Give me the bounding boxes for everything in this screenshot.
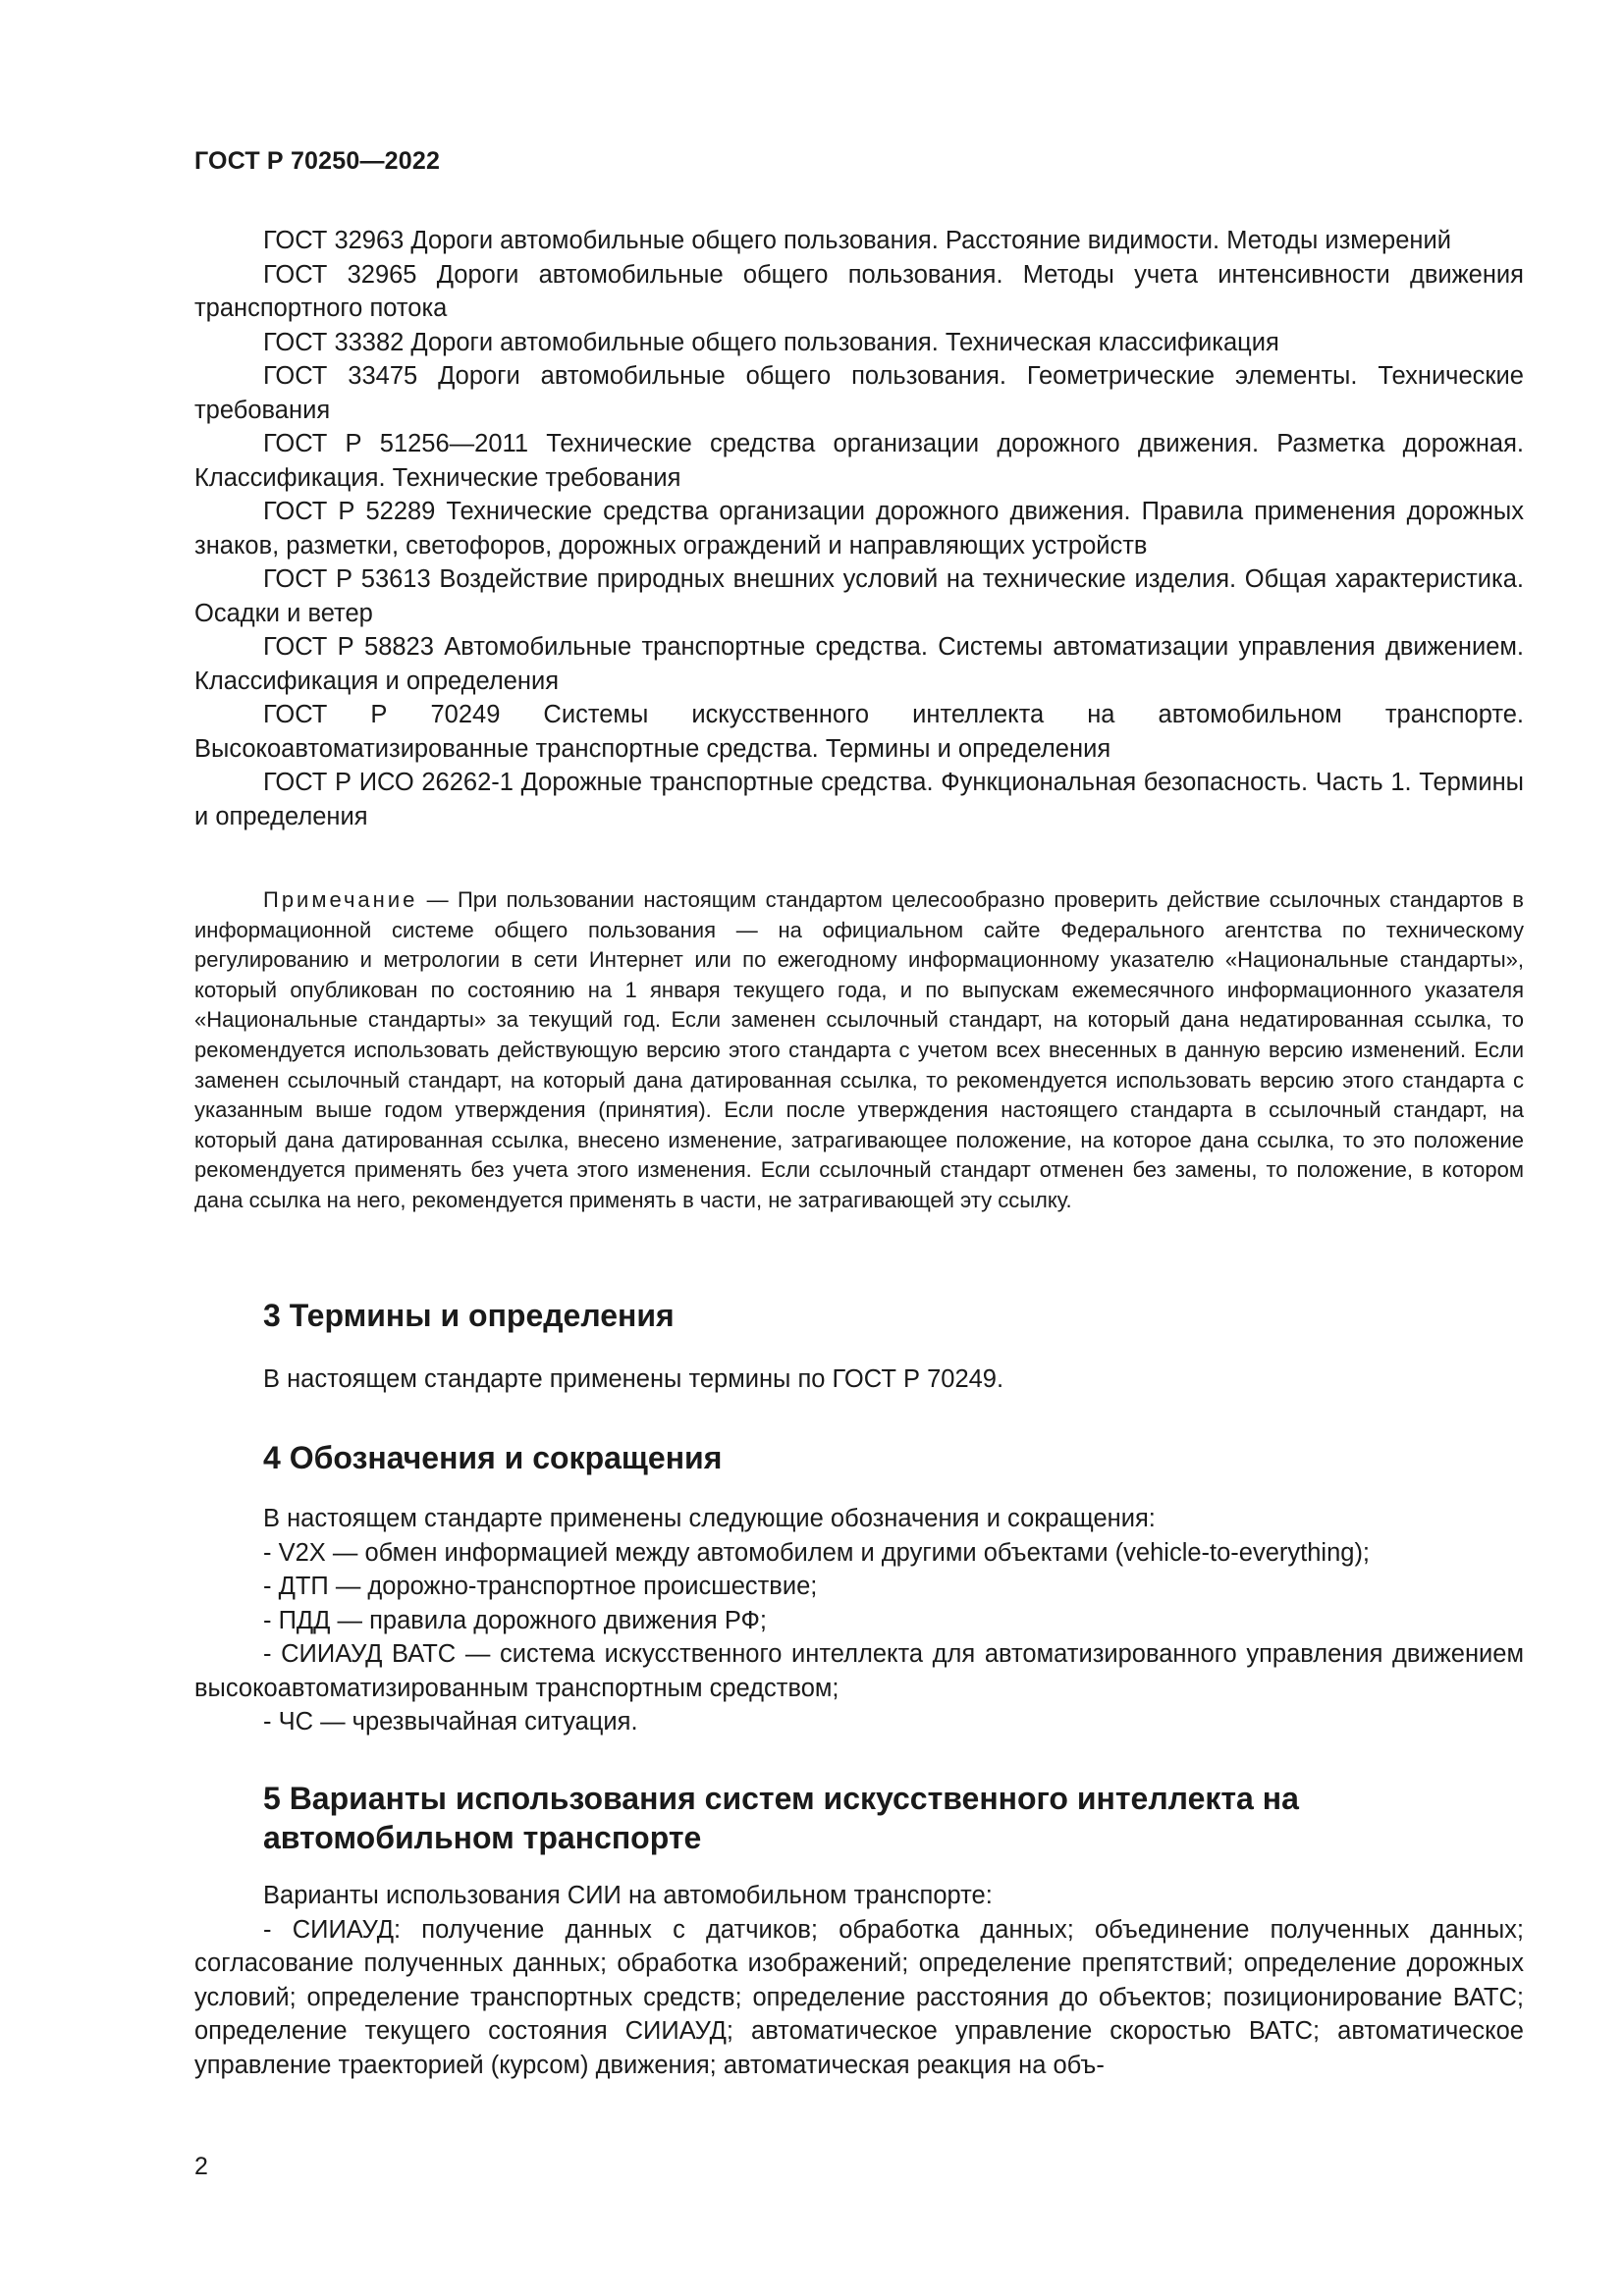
references-note [194,885,1524,1216]
abbreviation-item: - V2X — обмен информацией между автомобилем и другими объектами (vehicle-to-everything); [263,1538,1371,1567]
reference-item: ГОСТ Р 70249 Системы искусственного интеллекта на автомобильном транспорте. Высокоавтоматизированные транспортные средства. Термины и определения [194,701,1524,763]
abbreviation-item: - ЧС — чрезвычайная ситуация. [263,1708,638,1735]
reference-item: ГОСТ 32963 Дороги автомобильные общего пользования. Расстояние видимости. Методы измерений [263,227,1451,254]
normative-references [194,224,1524,833]
section-4-intro: В настоящем стандарте применены следующие обозначения и сокращения: [263,1505,1156,1532]
document-code-header: ГОСТ Р 70250—2022 [194,147,441,175]
reference-item: ГОСТ Р 53613 Воздействие природных внешних условий на технические изделия. Общая характеристика. Осадки и ветер [194,565,1524,627]
note-label: Примечание [263,887,418,912]
section-4-heading: 4 Обозначения и сокращения [263,1440,723,1475]
abbreviation-item: - ДТП — дорожно-транспортное происшествие; [263,1573,818,1600]
section-3-text: В настоящем стандарте применены термины по ГОСТ Р 70249. [263,1365,1004,1393]
note-text: — При пользовании настоящим стандартом целесообразно проверить действие ссылочных стандартов в информационной системе общего пользования — на официальном сайте Федерального агентства по техническому регулированию и метрологии в сети Интернет или по ежегодному информационному указателю «Национальные стандарты», который опубликован по состоянию на 1 января текущего года, и по выпускам ежемесячного информационного указателя «Национальные стандарты» за текущий год. Если заменен ссылочный стандарт, на который дана недатированная ссылка, то рекомендуется использовать действующую версию этого стандарта с учетом всех внесенных в данную версию изменений. Если заменен ссылочный стандарт, на который дана датированная ссылка, то рекомендуется использовать версию этого стандарта с указанным выше годом утверждения (принятия). Если после утверждения настоящего стандарта в ссылочный стандарт, на который дана датированная ссылка, внесено изменение, затрагивающее положение, на которое дана ссылка, то это положение рекомендуется применять без учета этого изменения. Если ссылочный стандарт отменен без замены, то положение, в котором дана ссылка на него, рекомендуется применять в части, не затрагивающей эту ссылку. [194,887,1524,1212]
section-5-list [194,1879,1524,2082]
reference-item: ГОСТ 33475 Дороги автомобильные общего пользования. Геометрические элементы. Технические требования [194,362,1524,424]
reference-item: ГОСТ 32965 Дороги автомобильные общего пользования. Методы учета интенсивности движения транспортного потока [194,260,1524,322]
reference-item: ГОСТ Р 51256—2011 Технические средства организации дорожного движения. Разметка дорожная. Классификация. Технические требования [194,430,1524,492]
section-3-heading: 3 Термины и определения [263,1298,675,1333]
use-case-item: - СИИАУД: получение данных с датчиков; обработка данных; объединение полученных данных; согласование полученных данных; обработка изображений; определение препятствий; определение дорожных условий; определение транспортных средств; определение расстояния до объектов; позиционирование ВАТС; определение текущего состояния СИИАУД; автоматическое управление скоростью ВАТС; автоматическое управление траекторией (курсом) движения; автоматическая реакция на объ- [194,1915,1524,2079]
reference-item: ГОСТ Р 52289 Технические средства организации дорожного движения. Правила применения дорожных знаков, разметки, светофоров, дорожных ограждений и направляющих устройств [194,498,1524,560]
abbreviation-item: - СИИАУД ВАТС — система искусственного интеллекта для автоматизированного управления движением высокоавтоматизированным транспортным средством; [194,1640,1524,1702]
section-4-list [194,1502,1524,1739]
reference-item: ГОСТ Р 58823 Автомобильные транспортные средства. Системы автоматизации управления движением. Классификация и определения [194,633,1524,695]
page-number: 2 [194,2153,208,2180]
reference-item: ГОСТ Р ИСО 26262-1 Дорожные транспортные средства. Функциональная безопасность. Часть 1. Термины и определения [194,769,1524,830]
section-5-intro: Варианты использования СИИ на автомобильном транспорте: [263,1882,993,1909]
section-5-heading: 5 Варианты использования систем искусственного интеллекта на автомобильном транспорте [263,1781,1299,1855]
reference-item: ГОСТ 33382 Дороги автомобильные общего пользования. Техническая классификация [263,328,1279,356]
abbreviation-item: - ПДД — правила дорожного движения РФ; [263,1606,768,1634]
